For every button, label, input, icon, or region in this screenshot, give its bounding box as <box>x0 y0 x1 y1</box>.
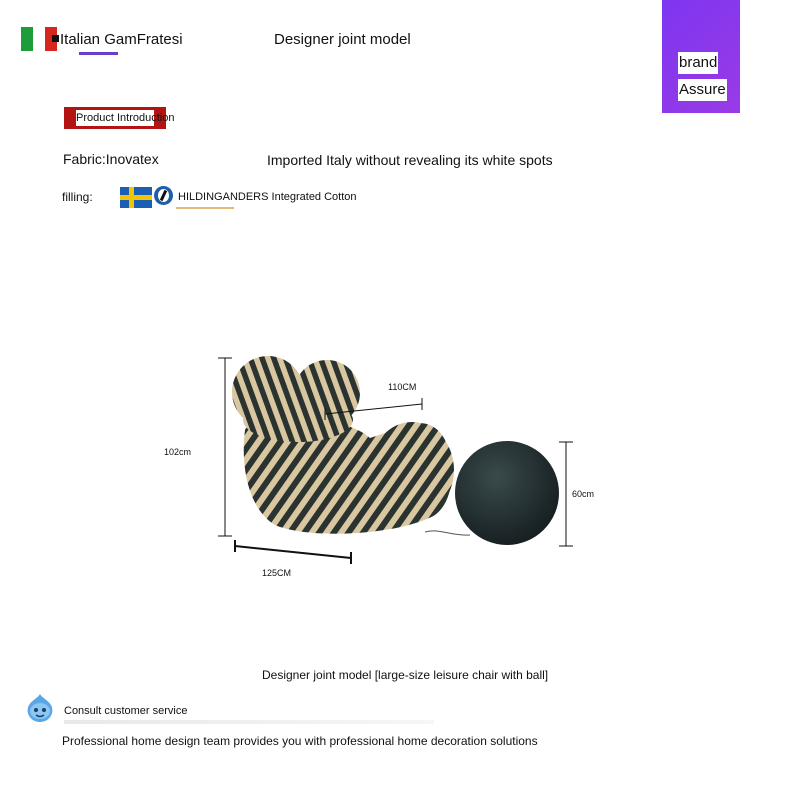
service-divider <box>64 720 434 724</box>
bullet-square <box>52 35 59 42</box>
footer-tagline: Professional home design team provides you with professional home decoration solutions <box>62 734 538 748</box>
dimension-ball: 60cm <box>572 489 595 499</box>
filling-underline <box>176 207 234 209</box>
consult-service-label[interactable]: Consult customer service <box>64 705 188 717</box>
filling-value: HILDINGANDERS Integrated Cotton <box>178 191 357 203</box>
brand-assure-badge <box>662 0 740 113</box>
badge-line-brand: brand <box>678 52 718 74</box>
hildinganders-logo-icon <box>154 186 173 205</box>
sweden-flag-icon <box>120 187 152 208</box>
fabric-spec: Fabric:Inovatex <box>63 151 159 167</box>
brand-name: Italian GamFratesi <box>60 31 183 48</box>
badge-line-assure: Assure <box>678 79 727 101</box>
dimension-depth: 110CM <box>388 382 417 392</box>
customer-service-icon[interactable] <box>24 692 56 724</box>
fabric-note: Imported Italy without revealing its white spots <box>267 152 553 168</box>
dimension-height: 102cm <box>164 447 192 457</box>
product-caption: Designer joint model [large-size leisure chair with ball] <box>262 668 549 682</box>
product-intro-label: Product Introduction <box>76 112 175 124</box>
brand-underline <box>79 52 118 55</box>
filling-label: filling: <box>62 190 93 204</box>
model-title: Designer joint model <box>274 31 411 48</box>
dimension-width: 125CM <box>262 568 292 578</box>
